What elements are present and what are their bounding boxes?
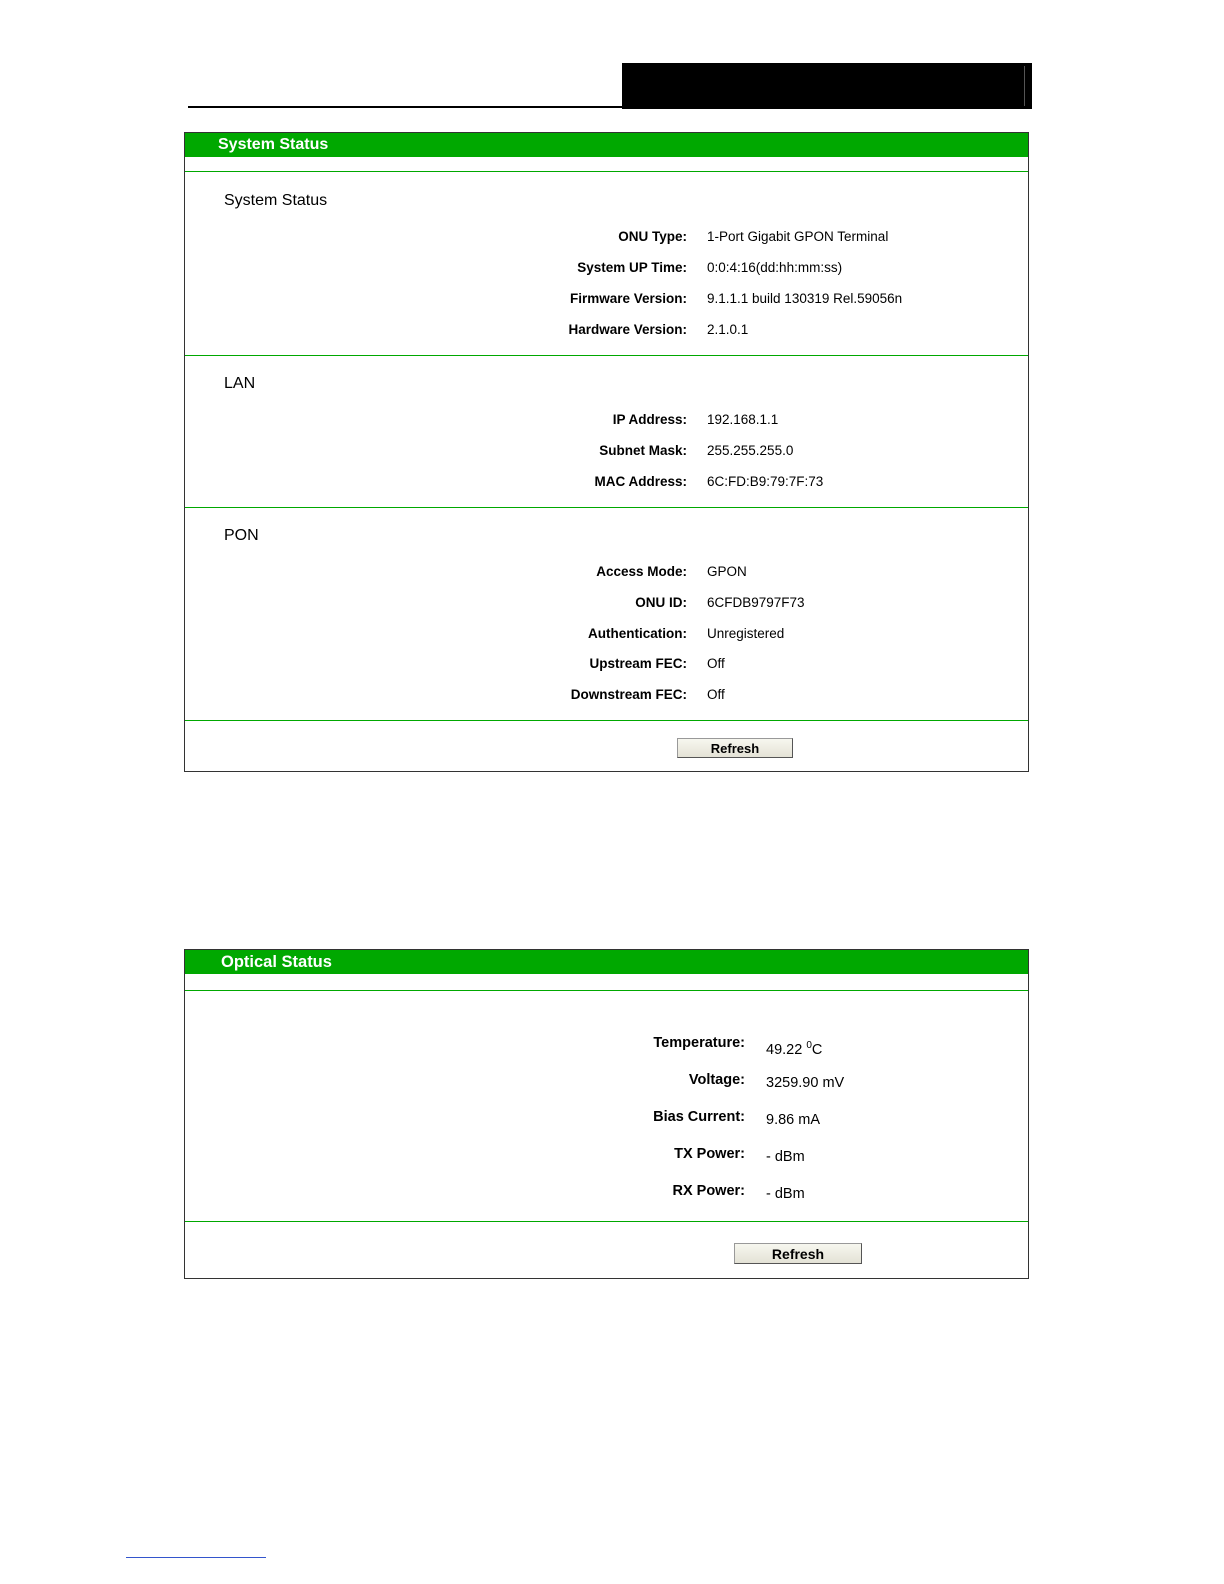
row-label: ONU Type: bbox=[618, 229, 687, 244]
info-row bbox=[185, 1032, 1028, 1058]
row-label: IP Address: bbox=[612, 412, 687, 427]
info-row bbox=[185, 472, 1028, 492]
info-row bbox=[185, 1180, 1028, 1202]
row-label: Bias Current: bbox=[653, 1109, 745, 1125]
lan-section bbox=[185, 356, 1028, 507]
row-value: Unregistered bbox=[707, 626, 785, 641]
section-title: PON bbox=[224, 527, 259, 544]
row-label: ONU ID: bbox=[635, 595, 687, 610]
info-row bbox=[185, 624, 1028, 644]
temperature-unit: C bbox=[811, 1041, 823, 1058]
footer-link-underline[interactable] bbox=[126, 1557, 266, 1558]
row-label: Access Mode: bbox=[596, 564, 687, 579]
row-label: Hardware Version: bbox=[568, 322, 687, 337]
info-row bbox=[185, 1069, 1028, 1091]
row-value: 6CFDB9797F73 bbox=[707, 595, 805, 610]
system-section bbox=[185, 172, 1028, 355]
info-row bbox=[185, 1143, 1028, 1165]
info-row bbox=[185, 562, 1028, 582]
refresh-button[interactable]: Refresh bbox=[734, 1243, 862, 1264]
row-value: Off bbox=[707, 656, 725, 671]
degree-mark: 0 bbox=[806, 1040, 812, 1051]
row-label: Authentication: bbox=[588, 626, 687, 641]
row-label: MAC Address: bbox=[594, 474, 687, 489]
row-value: Off bbox=[707, 687, 725, 702]
row-label: Voltage: bbox=[688, 1072, 745, 1088]
page-header-rule bbox=[188, 106, 624, 108]
info-row bbox=[185, 258, 1028, 278]
temperature-value: 49.22 bbox=[766, 1041, 807, 1058]
row-label: Subnet Mask: bbox=[599, 443, 687, 458]
info-row bbox=[185, 410, 1028, 430]
row-label: Temperature: bbox=[653, 1035, 745, 1051]
row-label: Downstream FEC: bbox=[570, 687, 687, 702]
row-value: GPON bbox=[707, 564, 747, 579]
info-row bbox=[185, 1106, 1028, 1128]
row-label: RX Power: bbox=[672, 1183, 745, 1199]
row-value: 1-Port Gigabit GPON Terminal bbox=[707, 229, 889, 244]
row-label: Upstream FEC: bbox=[589, 656, 687, 671]
row-value: 192.168.1.1 bbox=[707, 412, 779, 427]
info-row bbox=[185, 289, 1028, 309]
row-label: System UP Time: bbox=[577, 260, 687, 275]
row-value: 255.255.255.0 bbox=[707, 443, 794, 458]
row-value: 2.1.0.1 bbox=[707, 322, 749, 337]
row-value: - dBm bbox=[766, 1149, 805, 1165]
info-row bbox=[185, 685, 1028, 705]
panel-title: Optical Status bbox=[185, 950, 1028, 974]
row-value: 9.1.1.1 build 130319 Rel.59056n bbox=[707, 291, 903, 306]
row-value: 0:0:4:16(dd:hh:mm:ss) bbox=[707, 260, 843, 275]
refresh-button[interactable]: Refresh bbox=[677, 738, 793, 758]
system-status-panel bbox=[184, 132, 1029, 772]
pon-section bbox=[185, 508, 1028, 720]
row-label: TX Power: bbox=[674, 1146, 745, 1162]
divider bbox=[185, 720, 1028, 721]
info-row bbox=[185, 654, 1028, 674]
row-value: 6C:FD:B9:79:7F:73 bbox=[707, 474, 824, 489]
panel-title: System Status bbox=[185, 133, 1028, 157]
optical-section bbox=[185, 991, 1028, 1221]
row-value bbox=[766, 1035, 822, 1061]
divider bbox=[185, 1221, 1028, 1222]
info-row bbox=[185, 227, 1028, 247]
row-label: Firmware Version: bbox=[569, 291, 687, 306]
row-value: 3259.90 mV bbox=[766, 1075, 845, 1091]
section-title: System Status bbox=[224, 192, 328, 209]
section-title: LAN bbox=[224, 375, 256, 392]
page-header-divider bbox=[1024, 66, 1025, 106]
row-value: - dBm bbox=[766, 1186, 805, 1202]
row-value: 9.86 mA bbox=[766, 1112, 820, 1128]
optical-status-panel bbox=[184, 949, 1029, 1279]
info-row bbox=[185, 441, 1028, 461]
page-header-block bbox=[622, 63, 1032, 109]
info-row bbox=[185, 593, 1028, 613]
info-row bbox=[185, 320, 1028, 340]
